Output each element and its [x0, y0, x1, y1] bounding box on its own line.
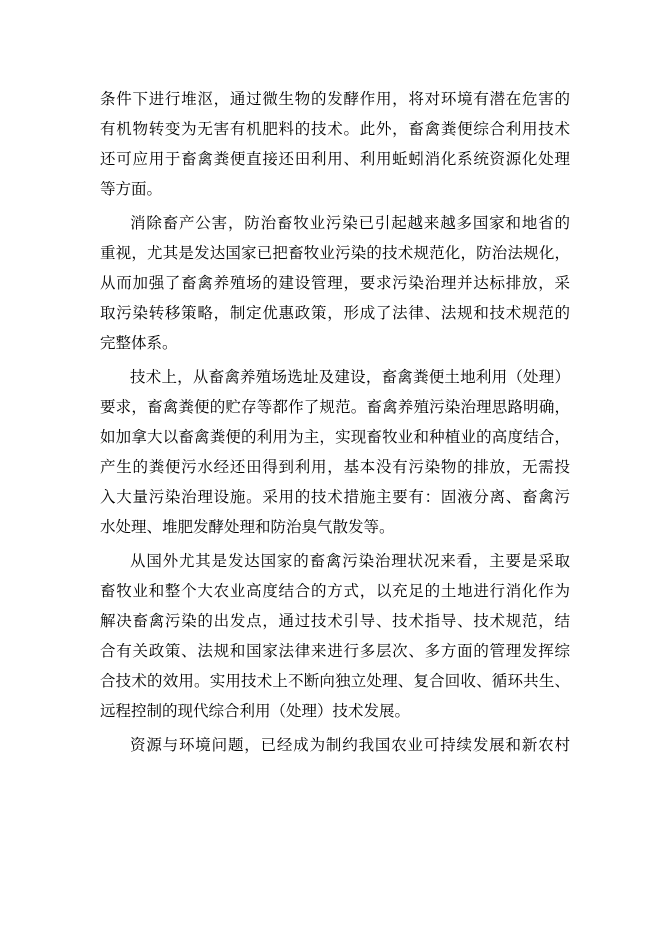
text-line: 解决畜禽污染的出发点，通过技术引导、技术指导、技术规范，结 — [100, 612, 570, 630]
text-line: 从而加强了畜禽养殖场的建设管理，要求污染治理并达标排放，采 — [100, 274, 570, 292]
text-line: 如加拿大以畜禽粪便的利用为主，实现畜牧业和种植业的高度结合， — [100, 428, 570, 446]
text-line: 入大量污染治理设施。采用的技术措施主要有：固液分离、畜禽污 — [100, 488, 570, 506]
text-line: 合有关政策、法规和国家法律来进行多层次、多方面的管理发挥综 — [100, 642, 570, 660]
text-line: 技术上，从畜禽养殖场选址及建设，畜禽粪便土地利用（处理） — [130, 368, 570, 386]
text-line: 从国外尤其是发达国家的畜禽污染治理状况来看，主要是采取 — [130, 552, 570, 570]
text-line: 条件下进行堆沤，通过微生物的发酵作用，将对环境有潜在危害的 — [100, 90, 570, 108]
text-line: 畜牧业和整个大农业高度结合的方式，以充足的土地进行消化作为 — [100, 582, 570, 600]
text-line: 消除畜产公害，防治畜牧业污染已引起越来越多国家和地省的 — [130, 214, 570, 232]
text-line: 要求，畜禽粪便的贮存等都作了规范。畜禽养殖污染治理思路明确， — [100, 398, 570, 416]
text-line: 远程控制的现代综合利用（处理）技术发展。 — [100, 702, 411, 720]
text-line: 合技术的效用。实用技术上不断向独立处理、复合回收、循环共生、 — [100, 672, 570, 690]
text-line: 等方面。 — [100, 180, 163, 198]
text-line: 重视，尤其是发达国家已把畜牧业污染的技术规范化，防治法规化， — [100, 244, 570, 262]
text-line: 取污染转移策略，制定优惠政策，形成了法律、法规和技术规范的 — [100, 304, 570, 322]
text-line: 还可应用于畜禽粪便直接还田利用、利用蚯蚓消化系统资源化处理 — [100, 150, 570, 168]
text-line: 完整体系。 — [100, 334, 178, 352]
text-line: 产生的粪便污水经还田得到利用，基本没有污染物的排放，无需投 — [100, 458, 570, 476]
text-line: 资源与环境问题，已经成为制约我国农业可持续发展和新农村 — [130, 736, 570, 754]
text-line: 水处理、堆肥发酵处理和防治臭气散发等。 — [100, 518, 395, 536]
document-body — [100, 84, 570, 760]
text-line: 有机物转变为无害有机肥料的技术。此外，畜禽粪便综合利用技术 — [100, 120, 570, 138]
